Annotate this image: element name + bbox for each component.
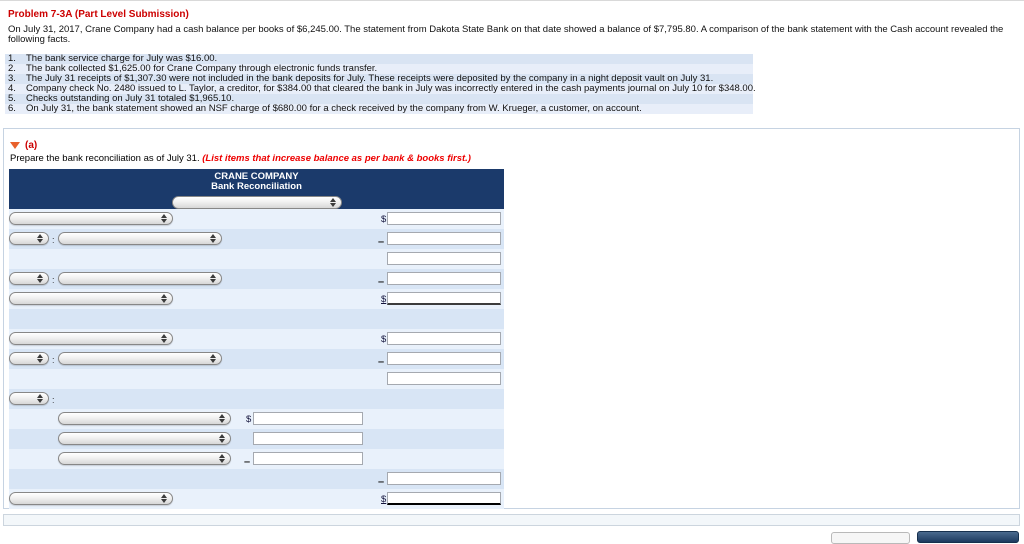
- fact-number: 4.: [8, 83, 16, 94]
- problem-title: Problem 7-3A (Part Level Submission): [8, 9, 189, 20]
- problem-intro-line2: following facts.: [8, 34, 71, 45]
- fact-number: 2.: [8, 63, 16, 74]
- worksheet-header: [9, 169, 504, 209]
- fact-text: The July 31 receipts of $1,307.30 were not included in the bank deposits for July. These receipts were deposited by the company in a night deposit vault on July 31.: [26, 73, 714, 84]
- minus-sign: –: [378, 476, 385, 488]
- row14-amount-input[interactable]: [387, 472, 501, 485]
- instruction-normal: Prepare the bank reconciliation as of July 31.: [10, 153, 203, 164]
- dollar-sign: $: [381, 494, 387, 505]
- select-stepper-icon: [216, 433, 228, 444]
- select-stepper-icon: [34, 233, 46, 244]
- secondary-action-button[interactable]: [831, 532, 910, 544]
- row12-item-select[interactable]: [58, 432, 231, 445]
- fact-number: 1.: [8, 53, 16, 64]
- fact-text: Company check No. 2480 issued to L. Taylor, a creditor, for $384.00 that cleared the bank in July was incorrectly entered in the cash payments journal on July 10 for $348.00.: [26, 83, 756, 94]
- minus-sign: –: [244, 456, 251, 468]
- select-stepper-icon: [34, 353, 46, 364]
- row4-item-select[interactable]: [58, 272, 222, 285]
- select-stepper-icon: [158, 333, 170, 344]
- row9-amount-input[interactable]: [387, 372, 501, 385]
- worksheet-row: [9, 409, 504, 429]
- row11-item-select[interactable]: [58, 412, 231, 425]
- dollar-sign: $: [381, 294, 387, 305]
- bank-reconciliation-worksheet: [9, 169, 504, 509]
- row13-amount-input[interactable]: [253, 452, 363, 465]
- row8-item-select[interactable]: [58, 352, 222, 365]
- worksheet-row: [9, 209, 504, 229]
- colon-separator: :: [52, 395, 55, 405]
- row2-item-select[interactable]: [58, 232, 222, 245]
- select-stepper-icon: [207, 273, 219, 284]
- minus-sign: –: [378, 356, 385, 368]
- row3-amount-input[interactable]: [387, 252, 501, 265]
- colon-separator: :: [52, 235, 55, 245]
- minus-sign: –: [378, 236, 385, 248]
- fact-text: Checks outstanding on July 31 totaled $1,965.10.: [26, 93, 235, 104]
- row11-amount-input[interactable]: [253, 412, 363, 425]
- row2-amount-input[interactable]: [387, 232, 501, 245]
- row10-addless-select[interactable]: [9, 392, 49, 405]
- colon-separator: :: [52, 275, 55, 285]
- fact-text: On July 31, the bank statement showed an NSF charge of $680.00 for a check received by the company from W. Krueger, a customer, on account.: [26, 103, 642, 114]
- select-stepper-icon: [34, 393, 46, 404]
- instruction-text: [10, 153, 471, 164]
- row15-title-select[interactable]: [9, 492, 173, 505]
- colon-separator: :: [52, 355, 55, 365]
- row8-amount-input[interactable]: [387, 352, 501, 365]
- problem-intro-line1: On July 31, 2017, Crane Company had a cash balance per books of $6,245.00. The statement from Dakota State Bank on that date showed a balance of $7,795.80. A comparison of the bank statement with the Cash account revealed the: [8, 24, 1004, 35]
- select-stepper-icon: [327, 197, 339, 208]
- select-stepper-icon: [158, 293, 170, 304]
- row8-addless-select[interactable]: [9, 352, 49, 365]
- fact-number: 3.: [8, 73, 16, 84]
- worksheet-row: [9, 329, 504, 349]
- row7-title-select[interactable]: [9, 332, 173, 345]
- fact-text: The bank collected $1,625.00 for Crane Company through electronic funds transfer.: [26, 63, 378, 74]
- row1-amount-input[interactable]: [387, 212, 501, 225]
- row12-amount-input[interactable]: [253, 432, 363, 445]
- dollar-sign: $: [381, 214, 387, 225]
- fact-item: [5, 104, 753, 114]
- primary-action-button[interactable]: [917, 531, 1019, 543]
- worksheet-spacer-row: [9, 309, 504, 329]
- worksheet-subtitle: Bank Reconciliation: [211, 181, 302, 192]
- row5-total-input[interactable]: [387, 292, 501, 305]
- section-a-panel: [3, 128, 1020, 509]
- worksheet-row: [9, 289, 504, 309]
- instruction-emphasis: (List items that increase balance as per bank & books first.): [202, 153, 471, 164]
- worksheet-row: [9, 489, 504, 509]
- dollar-sign: $: [381, 334, 387, 345]
- row4-addless-select[interactable]: [9, 272, 49, 285]
- worksheet-row: [9, 349, 504, 369]
- dollar-sign: $: [246, 414, 252, 425]
- collapse-triangle-icon[interactable]: [10, 142, 20, 149]
- select-stepper-icon: [216, 453, 228, 464]
- fact-number: 6.: [8, 103, 16, 114]
- fact-number: 5.: [8, 93, 16, 104]
- row1-title-select[interactable]: [9, 212, 173, 225]
- select-stepper-icon: [216, 413, 228, 424]
- worksheet-row: [9, 369, 504, 389]
- select-stepper-icon: [158, 213, 170, 224]
- section-a-label: (a): [25, 140, 38, 152]
- minus-sign: –: [378, 276, 385, 288]
- report-date-select[interactable]: [172, 196, 342, 209]
- worksheet-row: [9, 469, 504, 489]
- select-stepper-icon: [34, 273, 46, 284]
- worksheet-row: [9, 229, 504, 249]
- row15-total-input[interactable]: [387, 492, 501, 505]
- row4-amount-input[interactable]: [387, 272, 501, 285]
- select-stepper-icon: [207, 233, 219, 244]
- row7-amount-input[interactable]: [387, 332, 501, 345]
- select-stepper-icon: [158, 493, 170, 504]
- collapsed-section-bar: [3, 514, 1020, 526]
- row5-title-select[interactable]: [9, 292, 173, 305]
- fact-text: The bank service charge for July was $16.00.: [26, 53, 218, 64]
- worksheet-row: [9, 269, 504, 289]
- company-name: CRANE COMPANY: [214, 171, 299, 182]
- section-a-header[interactable]: [10, 137, 38, 152]
- worksheet-row: [9, 389, 504, 409]
- row2-addless-select[interactable]: [9, 232, 49, 245]
- worksheet-row: [9, 249, 504, 269]
- worksheet-row: [9, 429, 504, 449]
- worksheet-row: [9, 449, 504, 469]
- row13-item-select[interactable]: [58, 452, 231, 465]
- select-stepper-icon: [207, 353, 219, 364]
- facts-list: [5, 53, 756, 114]
